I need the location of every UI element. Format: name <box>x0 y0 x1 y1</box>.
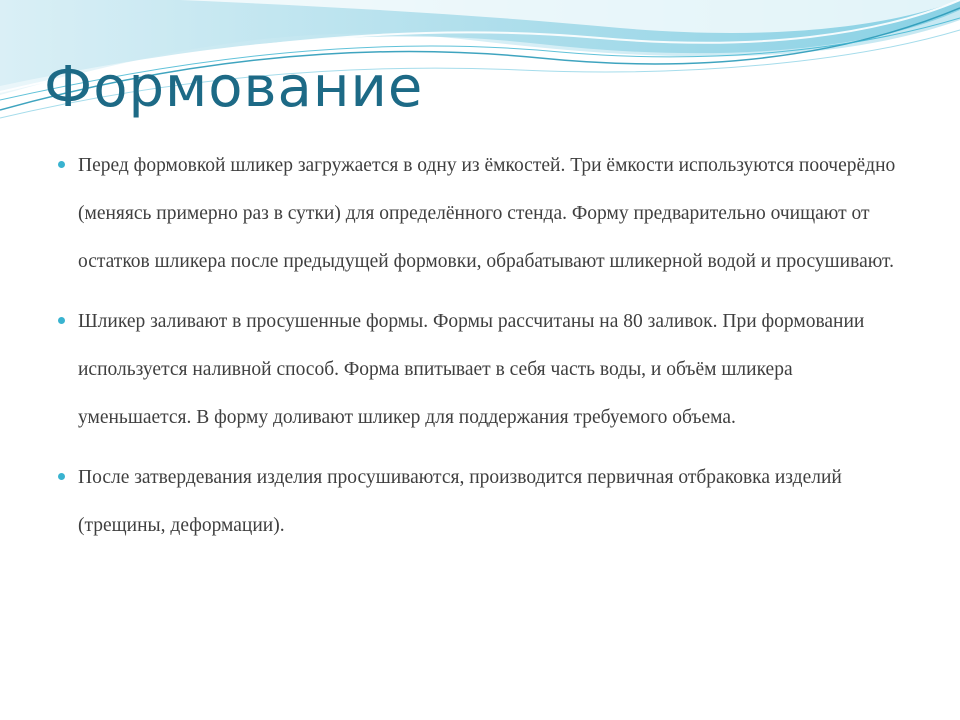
bullet-list <box>58 142 908 562</box>
bullet-text: После затвердевания изделия просушиваются, производится первичная отбраковка изделий (трещины, деформации). <box>78 467 842 536</box>
bullet-dot-icon <box>58 317 65 324</box>
list-item <box>58 142 908 286</box>
bullet-text: Перед формовкой шликер загружается в одну из ёмкостей. Три ёмкости используются поочерёдно (меняясь примерно раз в сутки) для определённого стенда. Форму предварительно очищают от остатков шликера после предыдущей формовки, обрабатывают шликерной водой и просушивают. <box>78 155 896 272</box>
list-item <box>58 454 908 550</box>
bullet-text: Шликер заливают в просушенные формы. Формы рассчитаны на 80 заливок. При формовании используется наливной способ. Форма впитывает в себя часть воды, и объём шликера уменьшается. В форму доливают шликер для поддержания требуемого объема. <box>78 311 865 428</box>
bullet-dot-icon <box>58 161 65 168</box>
slide-title: Формование <box>44 55 424 120</box>
list-item <box>58 298 908 442</box>
bullet-dot-icon <box>58 473 65 480</box>
